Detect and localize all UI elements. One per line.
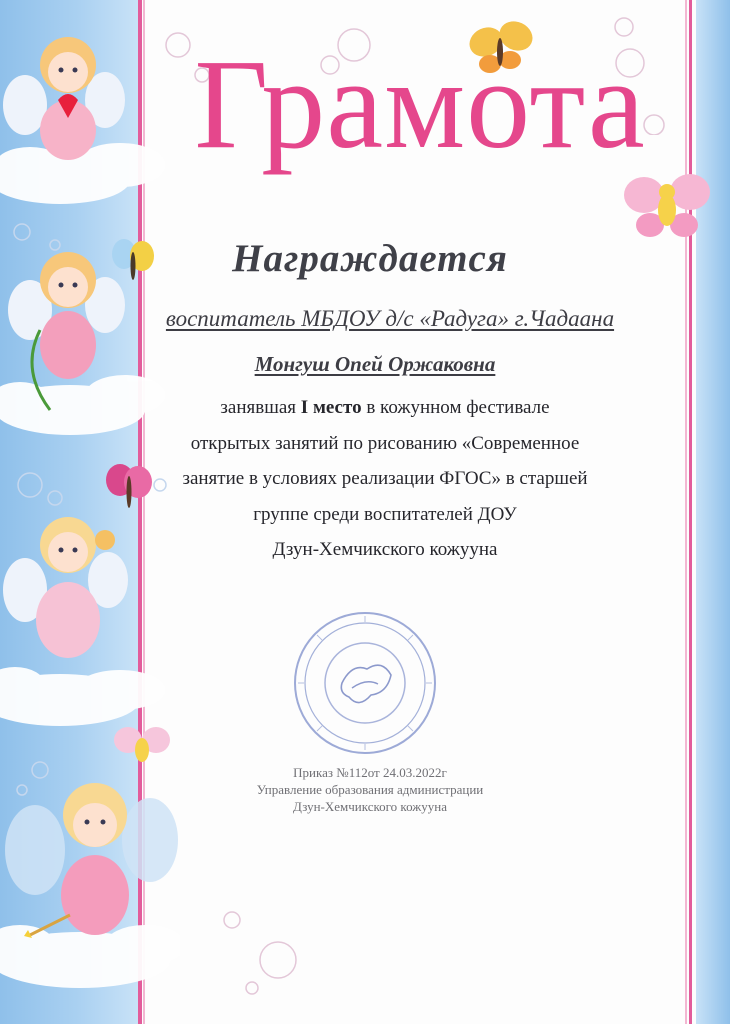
award-text: в кожунном фестивале <box>361 397 550 418</box>
award-place: I место <box>300 397 362 418</box>
order-reference: Приказ №112от 24.03.2022г <box>293 765 447 780</box>
bubble-illustration <box>220 900 310 1000</box>
awarded-heading: Награждается <box>232 237 508 280</box>
recipient-position: воспитатель МБДОУ д/с «Радуга» г.Чадаана <box>165 306 615 331</box>
award-line: группе среди воспитателей ДОУ <box>253 503 517 525</box>
butterfly-illustration <box>112 722 172 772</box>
recipient-name: Монгуш Опей Оржаковна <box>254 352 496 376</box>
angel-illustration <box>3 517 128 658</box>
right-decorative-border <box>696 0 730 1024</box>
award-line: открытых занятий по рисованию «Современное <box>190 432 580 454</box>
award-text: занявшая <box>220 397 301 418</box>
award-line <box>140 390 630 426</box>
award-description <box>140 390 630 568</box>
angel-illustration <box>5 783 178 938</box>
angel-illustration <box>3 37 125 160</box>
award-line: Дзун-Хемчикского кожууна <box>272 539 498 560</box>
issuer-line: Управление образования администрации <box>256 782 484 797</box>
official-stamp <box>292 610 438 756</box>
certificate-title: Грамота <box>194 33 646 175</box>
issuer-line: Дзун-Хемчикского кожууна <box>293 799 447 814</box>
butterfly-illustration <box>622 170 712 246</box>
award-line: занятие в условиях реализации ФГОС» в старшей <box>182 468 588 489</box>
issuer-footer <box>210 764 530 815</box>
